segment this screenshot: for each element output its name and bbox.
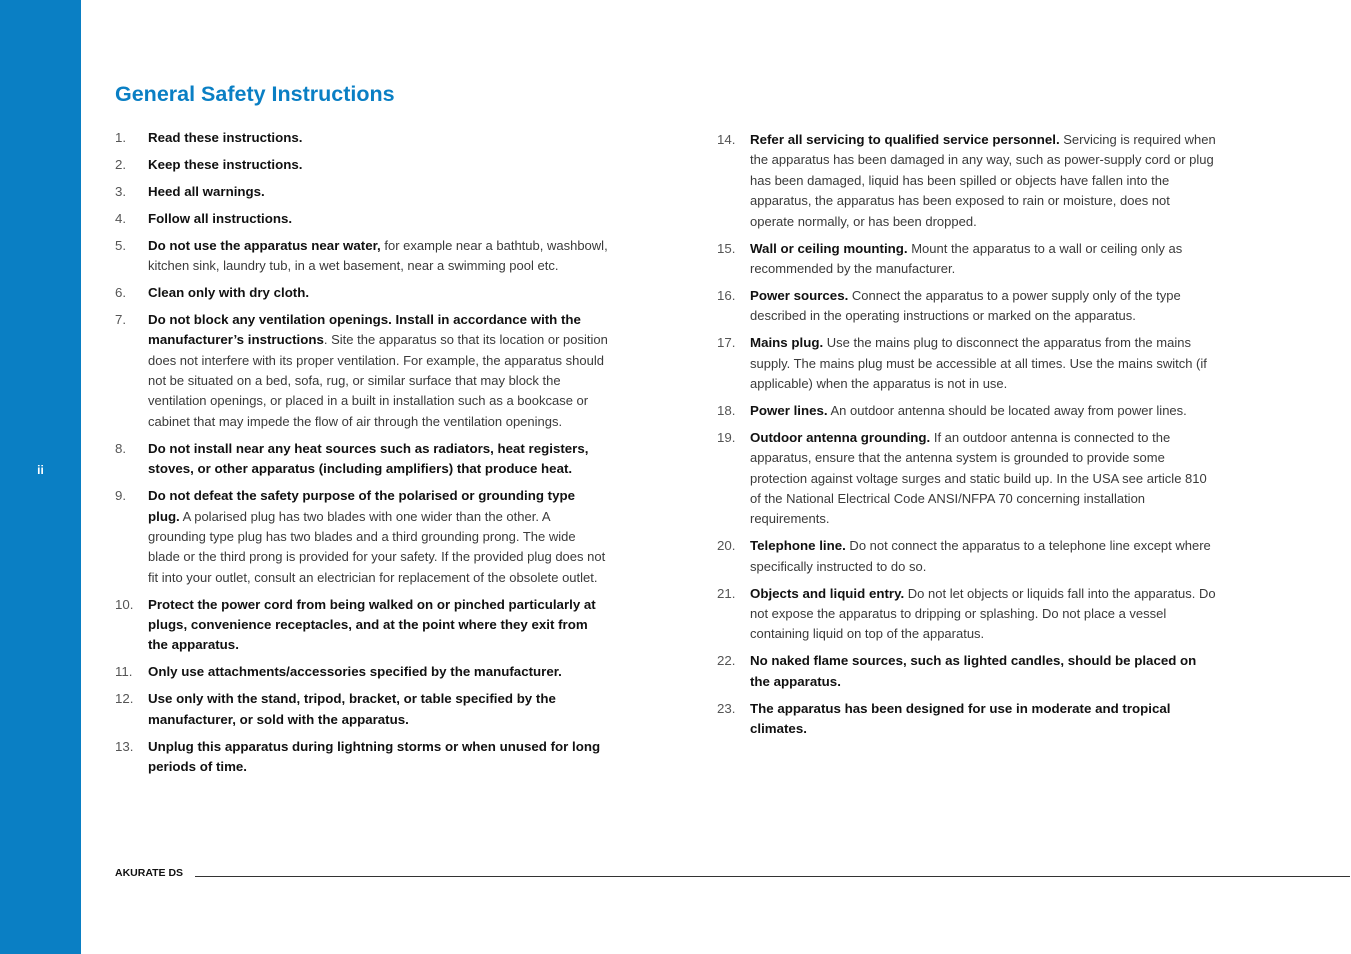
item-heading: Power lines. xyxy=(750,402,828,418)
item-number: 19. xyxy=(717,429,736,445)
instruction-item xyxy=(115,128,610,148)
item-text: Servicing is required when the apparatus has been damaged in any way, such as power-supply cord or plug has been damaged, liquid has been spilled or objects have fallen into the apparatus, the apparatus has been exposed to rain or moisture, does not operate normally, or has been dropped. xyxy=(750,132,1216,229)
item-text: If an outdoor antenna is connected to the apparatus, ensure that the antenna system is grounded to provide some protection against voltage surges and static build up. In the USA see article 810 of the National Electrical Code ANSI/NFPA 70 concerning installation requirements. xyxy=(750,429,1207,527)
item-number: 2. xyxy=(115,156,127,172)
item-heading: Outdoor antenna grounding. xyxy=(750,429,931,445)
item-heading: Use only with the stand, tripod, bracket, or table specified by the manufacturer, or sold with the apparatus. xyxy=(148,691,556,727)
item-number: 10. xyxy=(115,596,134,612)
item-text: Connect the apparatus to a power supply only of the type described in the operating instructions or marked on the apparatus. xyxy=(750,287,1181,324)
item-number: 8. xyxy=(115,440,127,456)
item-number: 22. xyxy=(717,653,736,669)
item-heading: Telephone line. xyxy=(750,538,846,554)
item-number: 9. xyxy=(115,488,127,504)
instruction-item xyxy=(717,584,1217,645)
item-heading: Objects and liquid entry. xyxy=(750,585,905,601)
instruction-item xyxy=(115,209,610,229)
item-heading: Only use attachments/accessories specified by the manufacturer. xyxy=(148,664,562,680)
item-text: An outdoor antenna should be located away from power lines. xyxy=(827,402,1187,418)
item-heading: Unplug this apparatus during lightning storms or when unused for long periods of time. xyxy=(148,738,601,774)
item-heading: The apparatus has been designed for use in moderate and tropical climates. xyxy=(750,700,1171,737)
item-number: 1. xyxy=(115,130,127,145)
instructions-list-right xyxy=(717,130,1217,746)
item-text: Do not let objects or liquids fall into the apparatus. Do not expose the apparatus to dripping or splashing. Do not place a vessel containing liquid on top of the apparatus. xyxy=(750,585,1216,642)
instruction-item xyxy=(115,662,610,682)
instruction-item xyxy=(115,595,610,656)
instruction-item xyxy=(717,651,1217,692)
item-number: 14. xyxy=(717,132,736,147)
instruction-item xyxy=(115,439,610,480)
instruction-item xyxy=(717,401,1217,421)
item-number: 6. xyxy=(115,284,127,300)
item-heading: Follow all instructions. xyxy=(148,210,293,226)
item-heading: Do not block any ventilation openings. Install in accordance with the manufacturer’s instructions xyxy=(148,311,581,348)
item-text: . Site the apparatus so that its location or position does not interfere with its proper ventilation. For example, the apparatus should not be situated on a bed, sofa, rug, or similar surface that may block the ventilation openings, or placed in a built in installation such as a bookcase or cabinet that may impede the flow of air through the ventilation openings. xyxy=(148,332,608,429)
instruction-item xyxy=(115,236,610,277)
item-heading: Wall or ceiling mounting. xyxy=(750,240,908,256)
page-number: ii xyxy=(37,463,44,477)
item-heading: No naked flame sources, such as lighted candles, should be placed on the apparatus. xyxy=(750,653,1197,689)
item-heading: Power sources. xyxy=(750,287,849,303)
item-text: Use the mains plug to disconnect the apparatus from the mains supply. The mains plug must be accessible at all times. Use the mains switch (if applicable) when the apparatus is not in use. xyxy=(750,335,1207,391)
item-number: 5. xyxy=(115,237,127,253)
item-number: 4. xyxy=(115,210,127,226)
instruction-item xyxy=(115,310,610,432)
instruction-item xyxy=(115,182,610,202)
item-number: 18. xyxy=(717,402,736,418)
item-heading: Mains plug. xyxy=(750,335,824,351)
instruction-item xyxy=(717,286,1217,327)
instruction-item xyxy=(717,428,1217,530)
item-number: 7. xyxy=(115,311,127,327)
item-heading: Clean only with dry cloth. xyxy=(148,284,310,300)
instruction-item xyxy=(717,333,1217,394)
instruction-item xyxy=(717,239,1217,280)
footer-product-name: AKURATE DS xyxy=(115,867,184,879)
item-number: 11. xyxy=(115,664,133,680)
item-number: 23. xyxy=(717,700,736,716)
item-text: Mount the apparatus to a wall or ceiling only as recommended by the manufacturer. xyxy=(750,240,1183,276)
item-number: 16. xyxy=(717,287,736,303)
item-number: 21. xyxy=(717,585,736,601)
item-heading: Read these instructions. xyxy=(148,130,303,145)
item-number: 20. xyxy=(717,538,736,554)
instruction-item xyxy=(717,130,1217,232)
sidebar-band xyxy=(0,0,81,954)
instruction-item xyxy=(115,486,610,588)
instruction-item xyxy=(115,155,610,175)
item-heading: Do not defeat the safety purpose of the polarised or grounding type plug. xyxy=(148,488,576,524)
item-number: 17. xyxy=(717,335,736,351)
instruction-item xyxy=(717,699,1217,740)
item-number: 13. xyxy=(115,738,134,754)
instruction-item xyxy=(115,689,610,730)
instruction-item xyxy=(115,283,610,303)
item-heading: Heed all warnings. xyxy=(148,183,265,199)
instruction-item xyxy=(717,536,1217,577)
item-heading: Refer all servicing to qualified service personnel. xyxy=(750,132,1060,147)
item-heading: Keep these instructions. xyxy=(148,156,303,172)
item-text: A polarised plug has two blades with one wider than the other. A grounding type plug has two blades and a third grounding prong. The wide blade or the third prong is provided for your safety. If the provided plug does not fit into your outlet, consult an electrician for replacement of the obsolete outlet. xyxy=(148,508,606,585)
item-number: 12. xyxy=(115,691,134,707)
instructions-list-left xyxy=(115,128,610,784)
item-number: 15. xyxy=(717,240,736,256)
instruction-item xyxy=(115,737,610,778)
footer-divider xyxy=(195,876,1350,877)
item-text: Do not connect the apparatus to a telephone line except where specifically instructed to do so. xyxy=(750,538,1211,574)
item-heading: Protect the power cord from being walked on or pinched particularly at plugs, convenience receptacles, and at the point where they exit from the apparatus. xyxy=(148,596,596,653)
page-title: General Safety Instructions xyxy=(115,82,395,106)
item-text: for example near a bathtub, washbowl, kitchen sink, laundry tub, in a wet basement, near a swimming pool etc. xyxy=(148,237,608,274)
item-heading: Do not use the apparatus near water, xyxy=(148,237,381,253)
item-heading: Do not install near any heat sources such as radiators, heat registers, stoves, or other apparatus (including amplifiers) that produce heat. xyxy=(148,440,589,477)
item-number: 3. xyxy=(115,183,127,199)
